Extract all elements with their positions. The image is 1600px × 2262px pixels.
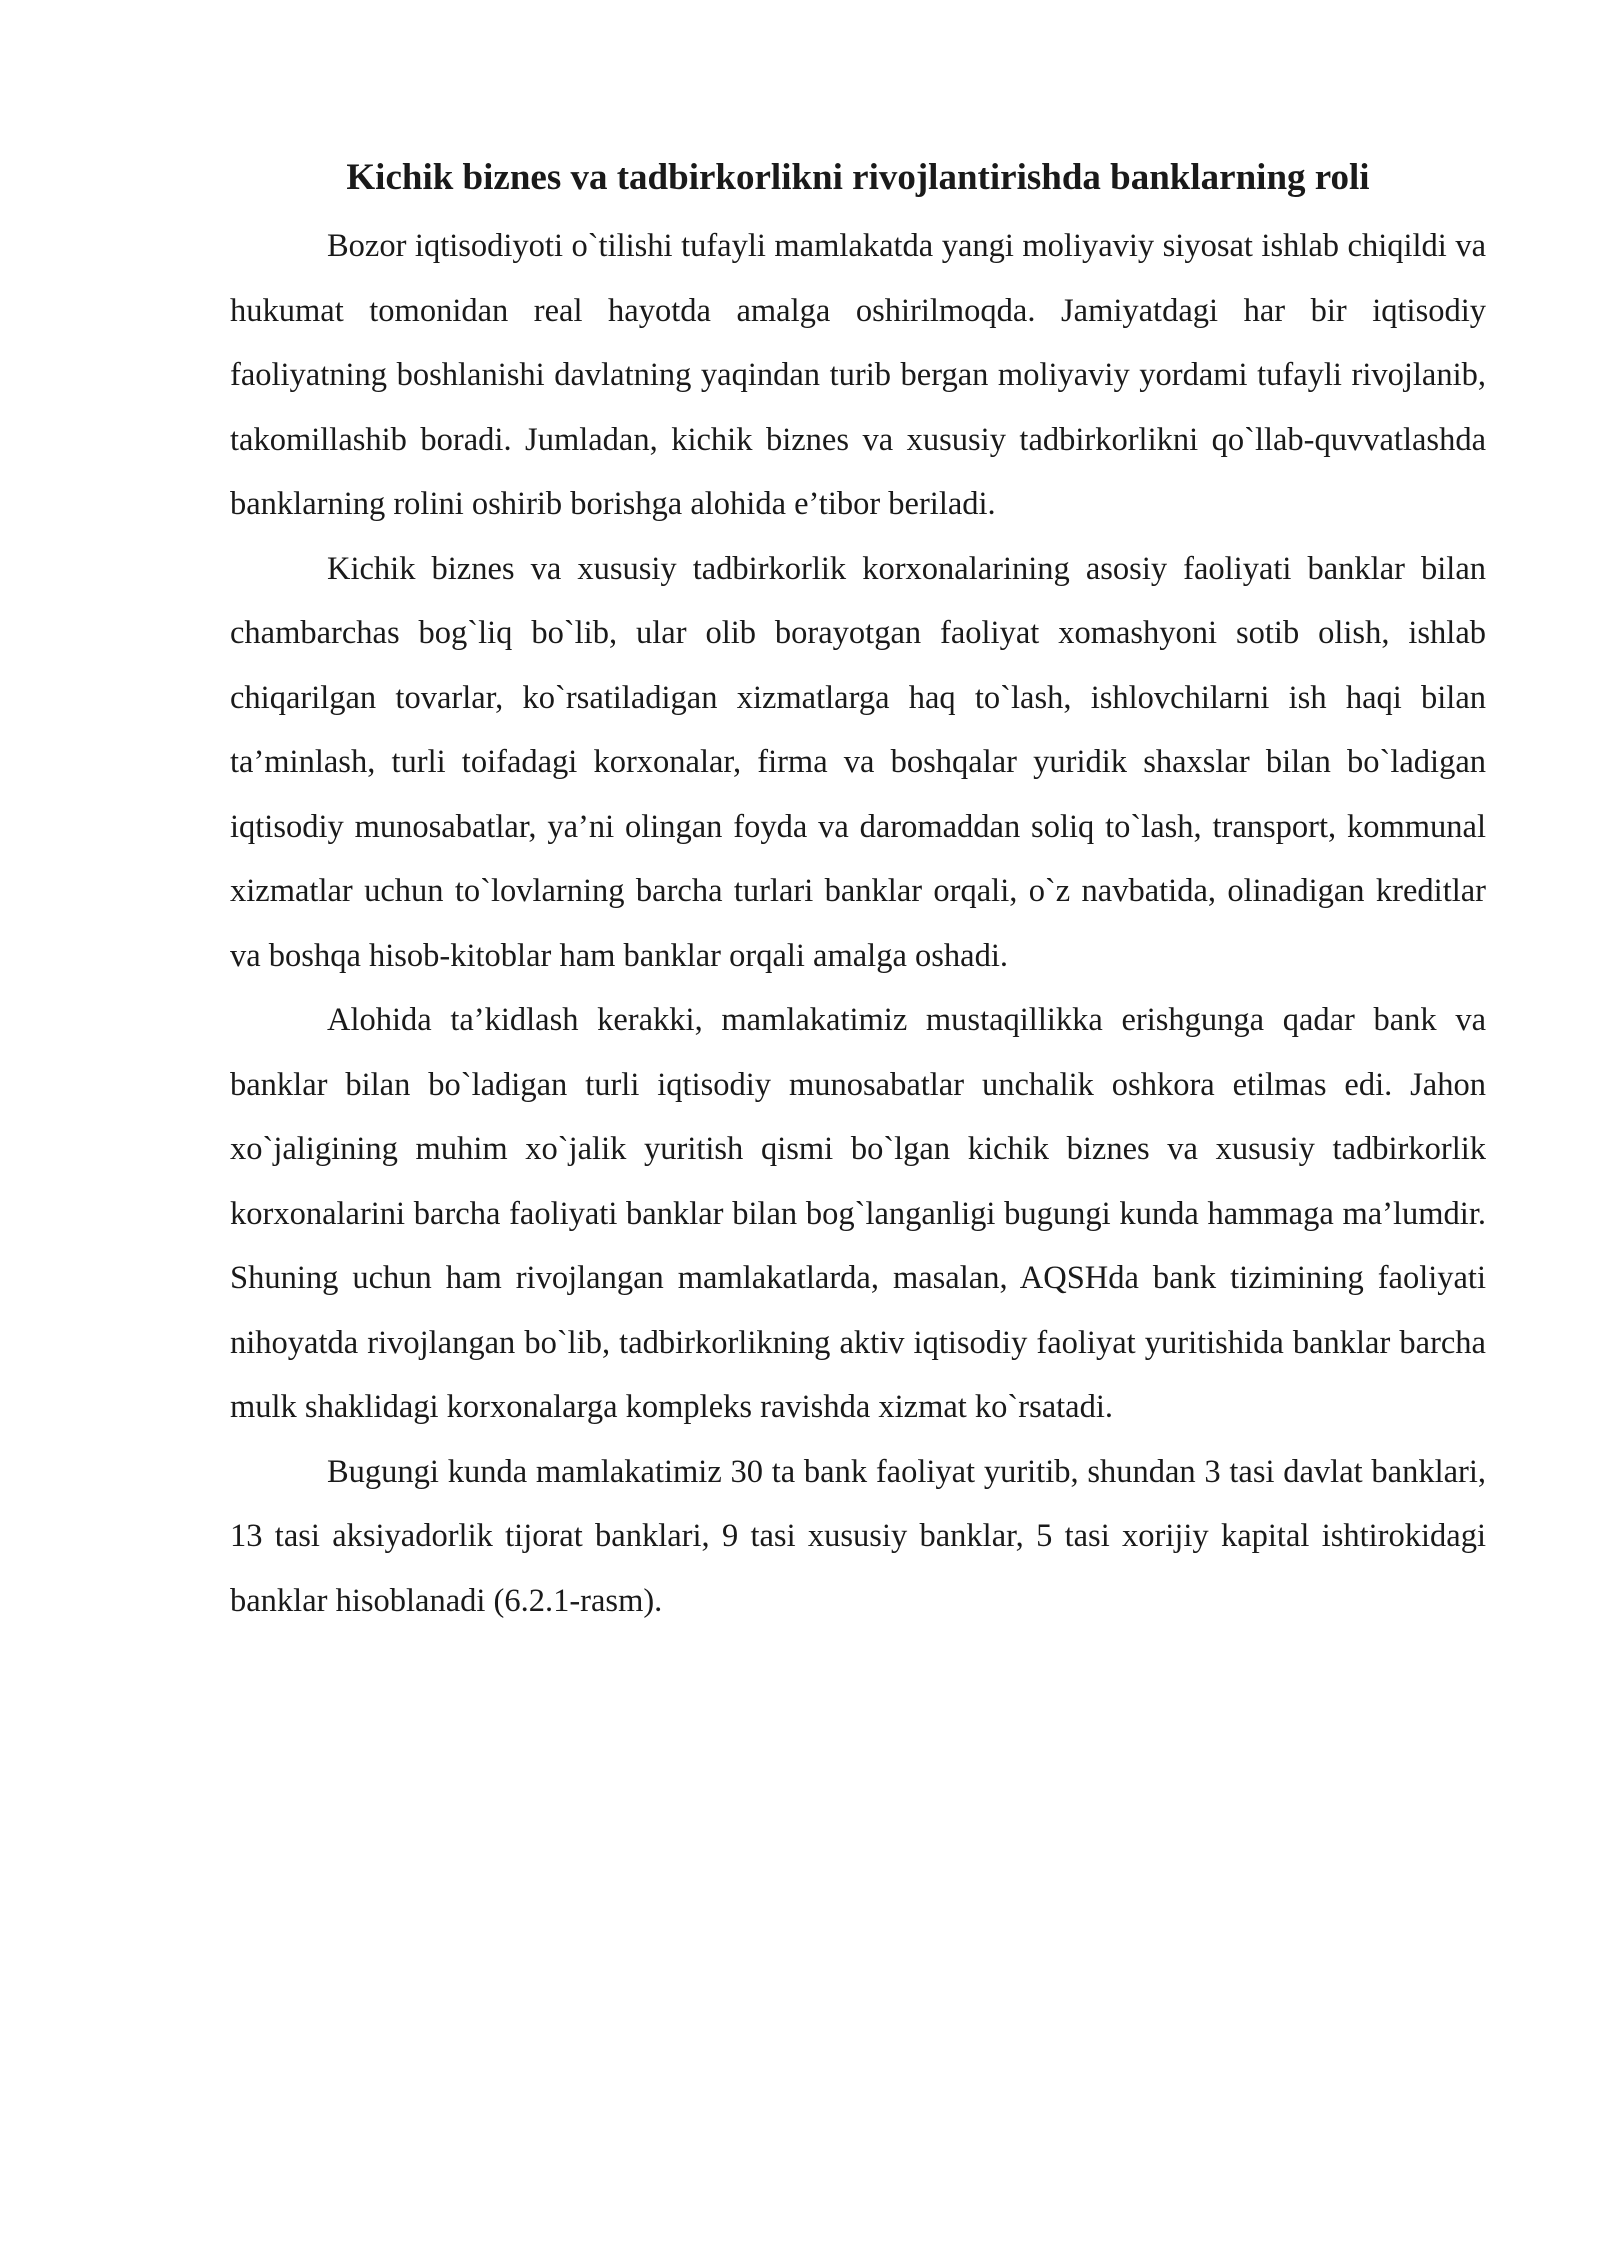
paragraph-3: Alohida ta’kidlash kerakki, mamlakatimiz mustaqillikka erishgunga qadar bank va banklar bilan bo`ladigan turli iqtisodiy munosabatlar unchalik oshkora etilmas edi. Jahon xo`jaligining muhim xo`jalik yuritish qismi bo`lgan kichik biznes va xususiy tadbirkorlik korxonalarini barcha faoliyati banklar bilan bog`langanligi bugungi kunda hammaga ma’lumdir. Shuning uchun ham rivojlangan mamlakatlarda, masalan, AQSHda bank tizimining faoliyati nihoyatda rivojlangan bo`lib, tadbirkorlikning aktiv iqtisodiy faoliyat yuritishida banklar barcha mulk shaklidagi korxonalarga kompleks ravishda xizmat ko`rsatadi. xyxy=(230,1002,1486,1425)
paragraph-1: Bozor iqtisodiyoti o`tilishi tufayli mamlakatda yangi moliyaviy siyosat ishlab chiqildi va hukumat tomonidan real hayotda amalga oshirilmoqda. Jamiyatdagi har bir iqtisodiy faoliyatning boshlanishi davlatning yaqindan turib bergan moliyaviy yordami tufayli rivojlanib, takomillashib boradi. Jumladan, kichik biznes va xususiy tadbirkorlikni qo`llab-quvvatlashda banklarning rolini oshirib borishga alohida e’tibor beriladi. xyxy=(230,228,1486,522)
document-page xyxy=(230,148,1486,1633)
paragraph-2: Kichik biznes va xususiy tadbirkorlik korxonalarining asosiy faoliyati banklar bilan chambarchas bog`liq bo`lib, ular olib borayotgan faoliyat xomashyoni sotib olish, ishlab chiqarilgan tovarlar, ko`rsatiladigan xizmatlarga haq to`lash, ishlovchilarni ish haqi bilan ta’minlash, turli toifadagi korxonalar, firma va boshqalar yuridik shaxslar bilan bo`ladigan iqtisodiy munosabatlar, ya’ni olingan foyda va daromaddan soliq to`lash, transport, kommunal xizmatlar uchun to`lovlarning barcha turlari banklar orqali, o`z navbatida, olinadigan kreditlar va boshqa hisob-kitoblar ham banklar orqali amalga oshadi. xyxy=(230,550,1486,974)
document-title: Kichik biznes va tadbirkorlikni rivojlantirishda banklarning roli xyxy=(346,157,1370,198)
paragraph-4: Bugungi kunda mamlakatimiz 30 ta bank faoliyat yuritib, shundan 3 tasi davlat banklari, 13 tasi aksiyadorlik tijorat banklari, 9 tasi xususiy banklar, 5 tasi xorijiy kapital ishtirokidagi banklar hisoblanadi (6.2.1-rasm). xyxy=(230,1453,1486,1619)
